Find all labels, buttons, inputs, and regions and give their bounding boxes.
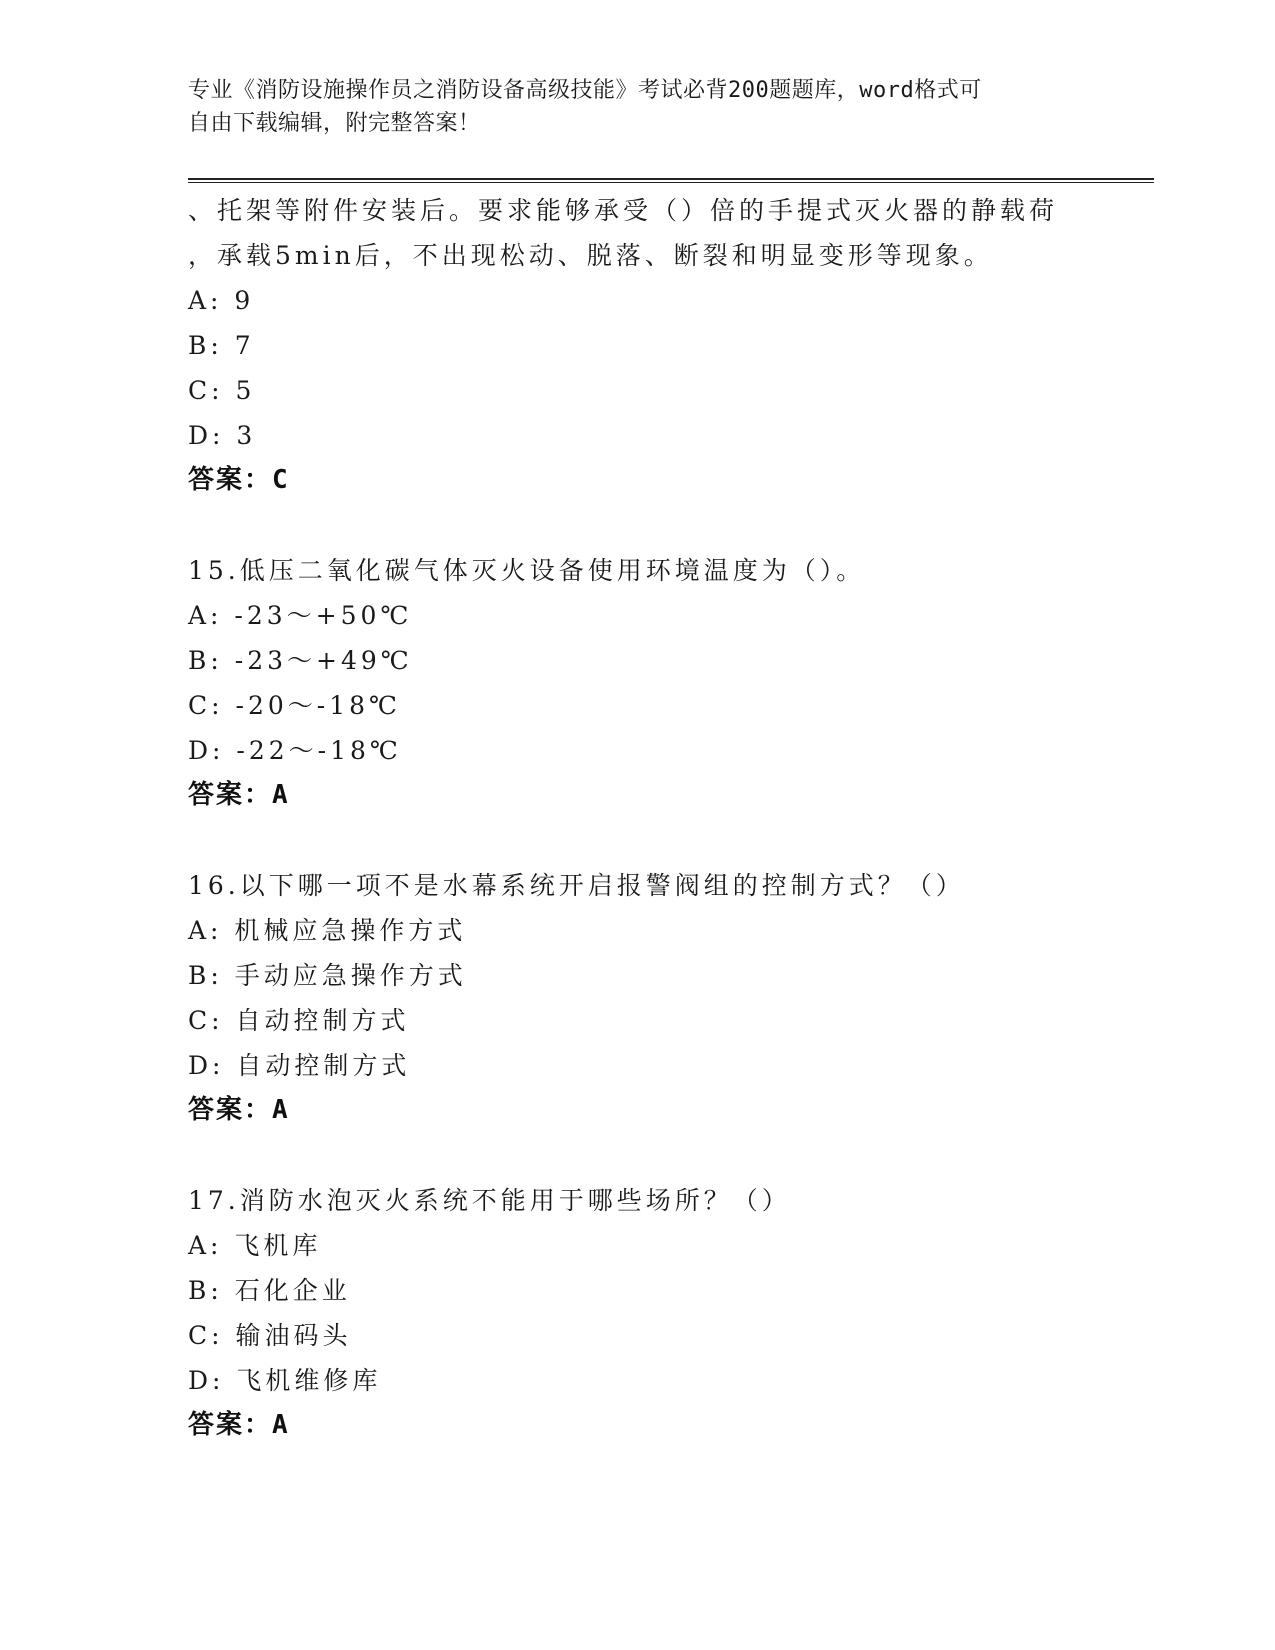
question-text: 17.消防水泡灭火系统不能用于哪些场所？（）: [188, 1186, 791, 1215]
option-d: D: 自动控制方式: [188, 1051, 411, 1080]
question-14: [188, 188, 1088, 503]
question-text: 15.低压二氧化碳气体灭火设备使用环境温度为（）。: [188, 556, 866, 585]
answer: 答案：A: [188, 1410, 290, 1440]
question-text: ，承载5min后，不出现松动、脱落、断裂和明显变形等现象。: [188, 241, 993, 270]
answer: 答案：A: [188, 1095, 290, 1125]
header-divider: [188, 178, 1154, 183]
option-c: C: 5: [188, 376, 256, 405]
question-16: [188, 863, 1088, 1133]
option-b: B: 石化企业: [188, 1276, 351, 1305]
option-a: A: 9: [188, 286, 255, 315]
question-17: [188, 1178, 1088, 1448]
option-b: B: -23～+49℃: [188, 646, 413, 675]
question-text: 、托架等附件安装后。要求能够承受（）倍的手提式灭火器的静载荷: [188, 196, 1059, 225]
question-text: 16.以下哪一项不是水幕系统开启报警阀组的控制方式？（）: [188, 871, 965, 900]
answer: 答案：C: [188, 465, 290, 495]
option-d: D: 3: [188, 421, 257, 450]
question-list: [188, 188, 1088, 1448]
option-d: D: -22～-18℃: [188, 736, 402, 765]
document-header: [188, 74, 1068, 140]
answer: 答案：A: [188, 780, 290, 810]
header-line-2: 自由下载编辑，附完整答案！: [188, 111, 481, 136]
option-b: B: 7: [188, 331, 255, 360]
option-c: C: 自动控制方式: [188, 1006, 410, 1035]
option-a: A: -23～+50℃: [188, 601, 413, 630]
option-c: C: 输油码头: [188, 1321, 352, 1350]
option-c: C: -20～-18℃: [188, 691, 401, 720]
header-line-1: 专业《消防设施操作员之消防设备高级技能》考试必背200题题库，word格式可: [188, 78, 982, 103]
option-d: D: 飞机维修库: [188, 1366, 382, 1395]
question-15: [188, 548, 1088, 818]
option-a: A: 飞机库: [188, 1231, 322, 1260]
option-b: B: 手动应急操作方式: [188, 961, 467, 990]
option-a: A: 机械应急操作方式: [188, 916, 467, 945]
